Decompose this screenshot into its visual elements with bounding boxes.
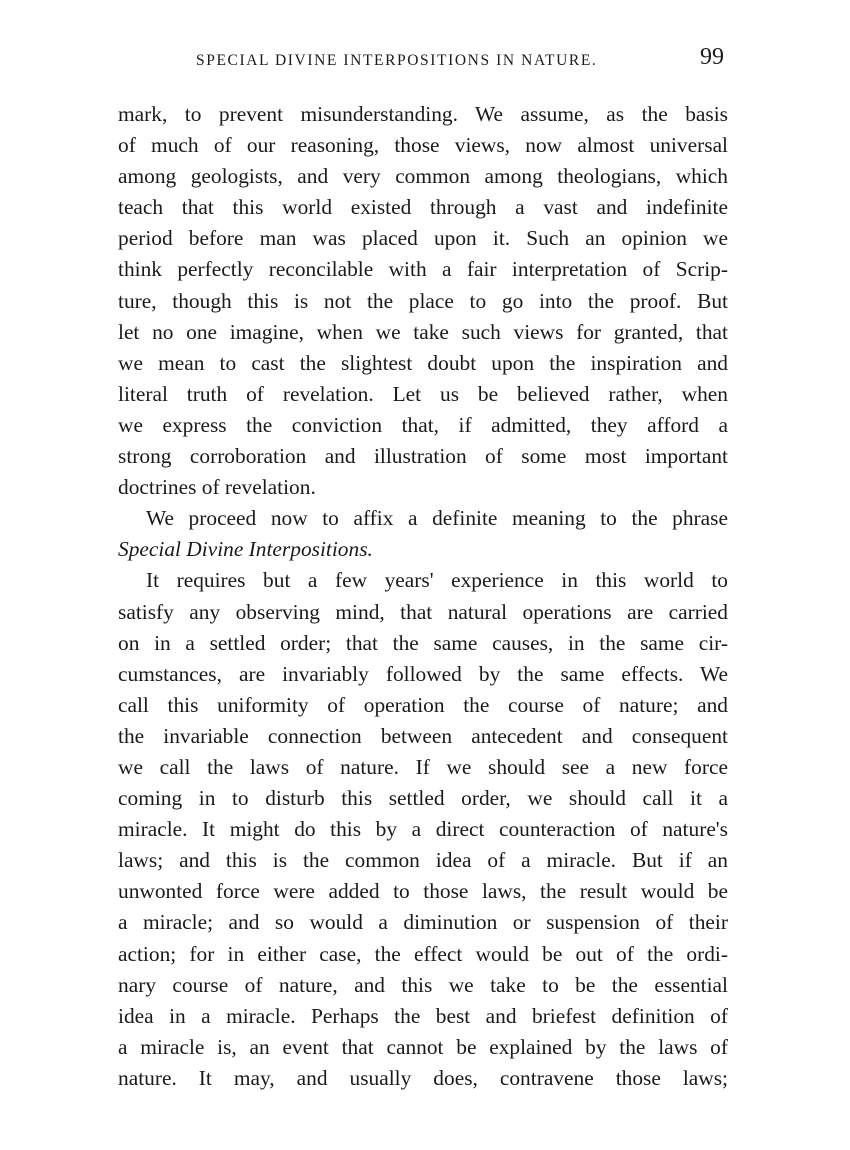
- paragraph-start-line: It requires but a few years' experience in this world to: [146, 568, 728, 593]
- text-line: on in a settled order; that the same causes, in the same cir-: [118, 630, 728, 655]
- text-line: let no one imagine, when we take such views for granted, that: [118, 319, 728, 344]
- text-line: teach that this world existed through a vast and indefinite: [118, 195, 728, 220]
- text-line: among geologists, and very common among theologians, which: [118, 164, 728, 189]
- text-line: nature. It may, and usually does, contravene those laws;: [118, 1065, 728, 1090]
- text-line: idea in a miracle. Perhaps the best and briefest definition of: [118, 1003, 728, 1028]
- running-head: [118, 44, 728, 78]
- text-line: unwonted force were added to those laws, the result would be: [118, 879, 728, 904]
- paragraph-start-line: We proceed now to affix a definite meaning to the phrase: [146, 506, 728, 531]
- running-title: SPECIAL DIVINE INTERPOSITIONS IN NATURE.: [196, 52, 598, 69]
- italic-phrase-line: Special Divine Interpositions.: [118, 537, 373, 562]
- text-line: satisfy any observing mind, that natural operations are carried: [118, 599, 728, 624]
- text-line: mark, to prevent misunderstanding. We assume, as the basis: [118, 102, 728, 126]
- text-line: period before man was placed upon it. Such an opinion we: [118, 226, 728, 251]
- body-text: [118, 99, 728, 1094]
- text-line: a miracle is, an event that cannot be explained by the laws of: [118, 1034, 728, 1059]
- text-line: we express the conviction that, if admitted, they afford a: [118, 412, 728, 437]
- text-line: miracle. It might do this by a direct counteraction of nature's: [118, 817, 728, 842]
- text-line: cumstances, are invariably followed by the same effects. We: [118, 661, 728, 686]
- text-line: doctrines of revelation.: [118, 475, 316, 500]
- text-line: ture, though this is not the place to go into the proof. But: [118, 288, 728, 313]
- text-line: think perfectly reconcilable with a fair interpretation of Scrip-: [118, 257, 728, 282]
- text-line: of much of our reasoning, those views, now almost universal: [118, 133, 728, 158]
- text-line: we call the laws of nature. If we should see a new force: [118, 754, 728, 779]
- text-line: action; for in either case, the effect would be out of the ordi-: [118, 941, 728, 966]
- text-line: call this uniformity of operation the course of nature; and: [118, 692, 728, 717]
- text-line: strong corroboration and illustration of some most important: [118, 444, 728, 469]
- text-line: the invariable connection between antecedent and consequent: [118, 723, 728, 748]
- text-line: nary course of nature, and this we take to be the essential: [118, 972, 728, 997]
- text-line: we mean to cast the slightest doubt upon the inspiration and: [118, 350, 728, 375]
- text-line: literal truth of revelation. Let us be believed rather, when: [118, 381, 728, 406]
- page-number: 99: [700, 44, 724, 70]
- text-line: laws; and this is the common idea of a miracle. But if an: [118, 848, 728, 873]
- text-line: a miracle; and so would a diminution or suspension of their: [118, 910, 728, 935]
- text-line: coming in to disturb this settled order, we should call it a: [118, 786, 728, 811]
